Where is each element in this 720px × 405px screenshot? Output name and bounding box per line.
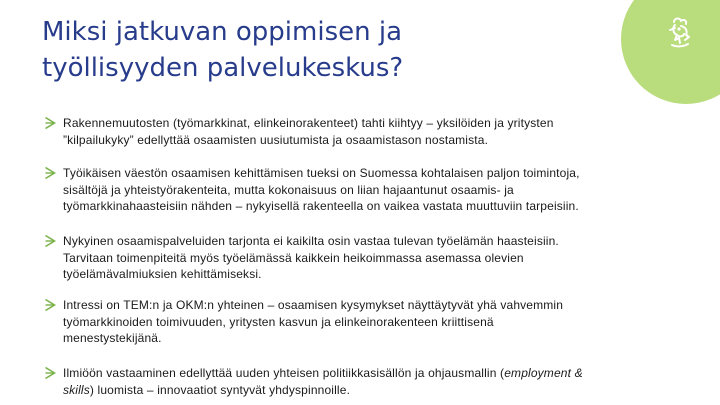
- bullet-text-segment: Ilmiöön vastaaminen edellyttää uuden yhteisen politiikkasisällön ja ohjausmallin (: [63, 366, 505, 380]
- bullet-line: Työikäisen väestön osaamisen kehittämisen tueksi on Suomessa kohtalaisen paljon toimintoja,: [63, 166, 580, 180]
- title-line-1: Miksi jatkuvan oppimisen ja: [42, 17, 403, 47]
- bullet-line: työmarkkinoiden toimivuuden, yritysten kasvun ja elinkeinorakenteen kriittisenä: [63, 314, 494, 329]
- bullet-text: [63, 365, 643, 398]
- bullet-text-segment: ) luomista – innovaatiot syntyvät yhdyspinnoille.: [89, 382, 351, 397]
- page-title: [42, 14, 602, 86]
- bullet-text: [63, 233, 643, 283]
- bullet-text: [63, 115, 643, 148]
- bullet-line: työelämävalmiuksien kehittämiseksi.: [63, 267, 262, 281]
- bullet-line: Tarvitaan toimenpiteitä myös työelämässä kaikkein heikoimmassa asemassa olevien: [63, 250, 524, 265]
- bullet-line: Intressi on TEM:n ja OKM:n yhteinen – osaamisen kysymykset näyttäytyvät yhä vahvemmin: [63, 298, 564, 312]
- arrow-bullet-icon: [44, 366, 56, 380]
- bullet-line: sisältöjä ja yhteistyörakenteita, mutta kokonaisuus on liian hajaantunut osaamis- ja: [63, 182, 514, 197]
- bullet-line: työmarkkinahaasteisiin nähden – nykyisellä rakenteella on vaikea vastata muuttuviin tarpeisiin.: [63, 199, 579, 213]
- bullet-line: [63, 365, 643, 382]
- arrow-bullet-icon: [44, 166, 56, 180]
- arrow-bullet-icon: [44, 298, 56, 312]
- bullet-line: ”kilpailukyky” edellyttää osaamisten uusiutumista ja osaamistason nostamista.: [63, 132, 489, 147]
- bullet-line: [63, 382, 643, 399]
- arrow-bullet-icon: [44, 116, 56, 130]
- title-line-2: työllisyyden palvelukeskus?: [42, 53, 404, 83]
- finnish-lion-icon: [666, 16, 694, 50]
- bullet-text: [63, 165, 643, 215]
- bullet-line: menestystekijänä.: [63, 331, 162, 345]
- bullet-italic-segment: employment &: [504, 366, 583, 380]
- arrow-bullet-icon: [44, 234, 56, 248]
- bullet-italic-segment: skills: [63, 382, 90, 397]
- bullet-line: Rakennemuutosten (työmarkkinat, elinkeinorakenteet) tahti kiihtyy – yksilöiden ja yritysten: [63, 116, 554, 130]
- bullet-line: Nykyinen osaamispalveluiden tarjonta ei kaikilta osin vastaa tulevan työelämän haasteisiin.: [63, 234, 559, 248]
- bullet-text: [63, 297, 643, 347]
